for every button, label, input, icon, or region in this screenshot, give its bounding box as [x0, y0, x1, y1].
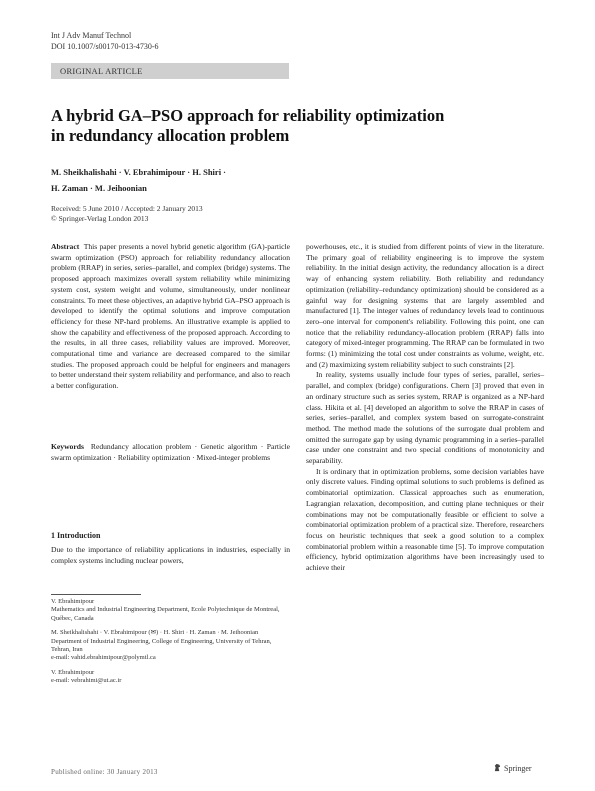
affiliations: [51, 598, 290, 686]
affiliation-address: Mathematics and Industrial Engineering Department, Ecole Polytechnique de Montreal, Québec, Canada: [51, 606, 280, 622]
journal-doi: DOI 10.1007/s00170-013-4730-6: [51, 42, 159, 51]
paragraph: In reality, systems usually include four types of series, parallel, series–parallel, and complex (bridge) configurations. Chern [3] proved that even in an ordinary structure such as series system, RRAP is organized as a NP-hard class. Hikita et al. [4] developed an algorithm to solve the RRAP in cases of series, series–parallel, and complex system based on surrogate-constraint method. The method made the solutions of the surrogate dual problem and omitted the surrogate gap by using dynamic programming in a series–parallel case under one constraint and two special conditions of monotonicity and separability.: [306, 370, 544, 466]
affiliation-name: V. Ebrahimipour: [51, 598, 95, 605]
springer-logo: [493, 763, 532, 773]
keywords-text: Redundancy allocation problem · Genetic algorithm · Particle swarm optimization · Reliability optimization · Mixed-integer problems: [51, 442, 290, 462]
title-line-1: A hybrid GA–PSO approach for reliability optimization: [51, 106, 445, 125]
authors-line-2: H. Zaman · M. Jeihoonian: [51, 183, 147, 193]
body-column-right: [306, 242, 544, 574]
abstract-label: Abstract: [51, 242, 80, 251]
affiliation-name: M. Sheikhalishahi · V. Ebrahimipour (✉) · H. Shiri · H. Zaman · M. Jeihoonian: [51, 629, 259, 637]
paragraph: It is ordinary that in optimization problems, some decision variables have only discrete values. Finding optimal solutions to such problems is defined as combinatorial optimization. Classical approaches such as enumeration, Lagrangian relaxation, decomposition, and cutting plane techniques or their combinations may not be computationally feasible or efficient to solve a combinatorial optimization problem of a practical size. Therefore, researchers focus on heuristic techniques that seek a good solution to a complex combinatorial problem within a reasonable time [5]. To improve computation efficiency, hybrid optimization algorithms have been increasingly used to achieve their: [306, 466, 544, 573]
affiliation-email: e-mail: vahid.ebrahimipour@polymtl.ca: [51, 654, 156, 662]
abstract: [51, 242, 290, 392]
title-line-2: in redundancy allocation problem: [51, 126, 290, 145]
paper-title: [51, 106, 521, 146]
copyright-notice: © Springer-Verlag London 2013: [51, 213, 149, 223]
section-heading-introduction: 1 Introduction: [51, 531, 101, 540]
affiliation-divider: [51, 594, 141, 595]
journal-header: [51, 30, 159, 52]
intro-text: Due to the importance of reliability applications in industries, especially in complex systems including nuclear powers,: [51, 545, 290, 565]
received-accepted: Received: 5 June 2010 / Accepted: 2 January 2013: [51, 204, 203, 213]
article-type-label: ORIGINAL ARTICLE: [60, 66, 143, 76]
abstract-text: This paper presents a novel hybrid genetic algorithm (GA)-particle swarm optimization (PSO) approach for reliability redundancy allocation problem (RRAP) in series, series–parallel, and complex (bridge) systems. The proposed approach maximizes overall system reliability while minimizing system cost, system weight and volume, simultaneously, under nonlinear constraints. To meet these objectives, an adaptive hybrid GA–PSO approach is developed to identify the optimal solutions and improve computation efficiency for these NP-hard problems. An illustrative example is applied to show the capability and effectiveness of the proposed approach. According to the results, in all three cases, reliability values are improved. Moreover, computational time and variance are decreased compared to the similar studies. The proposed approach could be helpful for engineers and managers to better understand their system reliability and performance, and also to reach a better configuration.: [51, 242, 290, 391]
affiliation-email: e-mail: vebrahimi@ut.ac.ir: [51, 677, 122, 685]
paragraph: powerhouses, etc., it is studied from different points of view in the literature. The primary goal of reliability engineering is to improve the system reliability. In the initial design activity, the redundancy allocation is a direct way of enhancing system reliability. Both reliability and redundancy optimization (reliability–redundancy optimization) should be considered as a gainful way for designing systems that are largely assembled and manufactured [1]. The integer values of redundancy levels lead to continuous zero–one interval for component's reliability. Following this point, one can notice that the reliability redundancy-allocation problem (RRAP) falls into category of mixed-integer programming. The RRAP can be formulated in two forms: (1) minimizing the total cost under constraints as volume, weight, etc. and (2) maximizing system reliability subject to such constraints [2].: [306, 242, 544, 369]
affiliation-name: V. Ebrahimipour: [51, 668, 95, 676]
springer-horse-icon: [493, 763, 502, 772]
publication-dates: [51, 204, 203, 223]
publisher-name: Springer: [504, 764, 532, 773]
keywords: [51, 442, 290, 463]
keywords-label: Keywords: [51, 442, 84, 451]
affiliation-address: Department of Industrial Engineering, College of Engineering, University of Tehran, Tehran, Iran: [51, 637, 272, 654]
author-list: [51, 164, 351, 196]
authors-line-1: M. Sheikhalishahi · V. Ebrahimipour · H. Shiri ·: [51, 167, 227, 177]
published-online: Published online: 30 January 2013: [51, 768, 158, 776]
journal-name: Int J Adv Manuf Technol: [51, 31, 132, 40]
